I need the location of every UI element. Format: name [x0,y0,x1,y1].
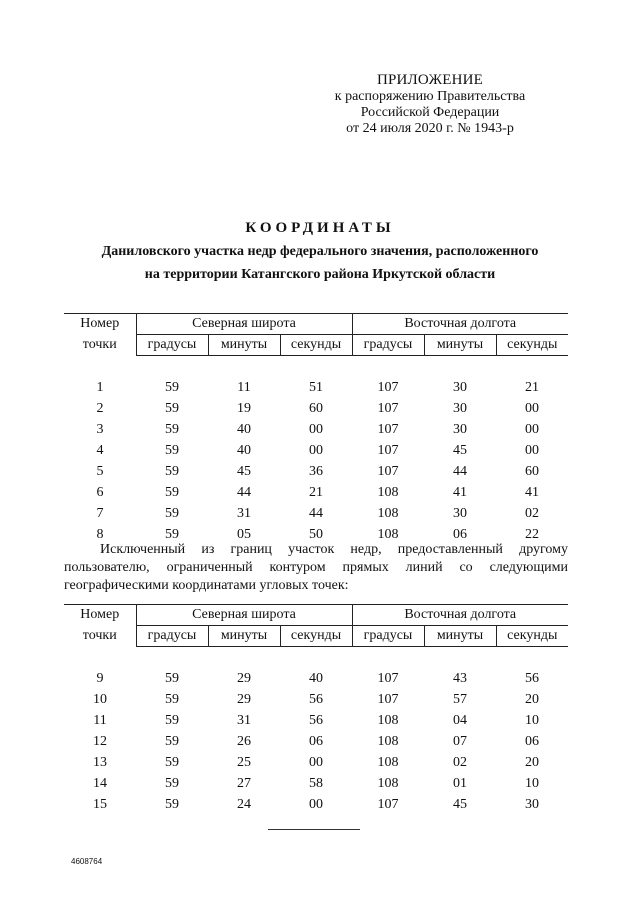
header-lon-degrees: градусы [352,626,424,647]
lat-seconds: 06 [309,733,323,749]
header-north-latitude: Северная широта [136,314,352,335]
lon-seconds: 10 [525,775,539,791]
lon-minutes: 45 [453,796,467,812]
lat-minutes: 05 [237,526,251,542]
lon-seconds: 02 [525,505,539,521]
point-number: 13 [93,754,107,770]
lon-minutes: 44 [453,463,467,479]
point-number: 8 [96,526,104,542]
lat-degrees: 59 [165,775,179,791]
lon-degrees: 108 [377,484,399,500]
lon-minutes: 06 [453,526,467,542]
lat-seconds: 40 [309,670,323,686]
point-number: 5 [96,463,104,479]
lat-seconds: 50 [309,526,323,542]
table-row [64,419,568,440]
lon-seconds: 21 [525,379,539,395]
table-row [64,731,568,752]
lat-degrees: 59 [165,670,179,686]
lat-seconds: 00 [309,442,323,458]
lon-degrees: 107 [377,691,399,707]
lon-degrees: 108 [377,526,399,542]
appendix-line-date: от 24 июля 2020 г. № 1943-р [346,121,514,136]
lat-minutes: 31 [237,712,251,728]
table-row [64,689,568,710]
lat-minutes: 44 [237,484,251,500]
lat-seconds: 21 [309,484,323,500]
appendix-header [300,72,560,137]
point-number: 12 [93,733,107,749]
table-row [64,440,568,461]
appendix-line-order: к распоряжению Правительства [334,89,526,104]
point-number: 10 [93,691,107,707]
header-lon-seconds: секунды [496,626,568,647]
header-point: точки [82,628,117,643]
lon-seconds: 00 [525,442,539,458]
point-number: 9 [96,670,104,686]
document-title [60,220,580,283]
lat-degrees: 59 [165,505,179,521]
lon-degrees: 107 [377,379,399,395]
lon-minutes: 41 [453,484,467,500]
header-lat-minutes: минуты [208,335,280,356]
point-number: 6 [96,484,104,500]
header-north-latitude: Северная широта [136,605,352,626]
header-lon-degrees: градусы [352,335,424,356]
lat-degrees: 59 [165,400,179,416]
document-number: 4608764 [71,857,103,866]
table-row [64,461,568,482]
coordinates-table-main [64,313,568,545]
lat-minutes: 40 [237,421,251,437]
header-lon-minutes: минуты [424,626,496,647]
lat-degrees: 59 [165,379,179,395]
point-number: 2 [96,400,104,416]
table-row [64,503,568,524]
point-number: 3 [96,421,104,437]
point-number: 4 [96,442,104,458]
header-east-longitude: Восточная долгота [352,605,568,626]
lat-degrees: 59 [165,691,179,707]
header-lon-minutes: минуты [424,335,496,356]
title-subtitle-2: на территории Катангского района Иркутской области [144,267,496,282]
lat-minutes: 25 [237,754,251,770]
lat-minutes: 40 [237,442,251,458]
coordinates-table-excluded [64,604,568,815]
lon-degrees: 107 [377,442,399,458]
lon-seconds: 20 [525,754,539,770]
table-row [64,710,568,731]
lat-degrees: 59 [165,526,179,542]
lat-minutes: 11 [237,379,251,395]
header-number: Номер [80,607,120,623]
lat-seconds: 00 [309,796,323,812]
lon-seconds: 30 [525,796,539,812]
lat-degrees: 59 [165,754,179,770]
lon-degrees: 107 [377,400,399,416]
lon-seconds: 20 [525,691,539,707]
lon-seconds: 60 [525,463,539,479]
lon-minutes: 30 [453,421,467,437]
lat-minutes: 29 [237,670,251,686]
header-lon-seconds: секунды [496,335,568,356]
header-lat-minutes: минуты [208,626,280,647]
lon-seconds: 06 [525,733,539,749]
lon-minutes: 07 [453,733,467,749]
lon-minutes: 02 [453,754,467,770]
lat-minutes: 26 [237,733,251,749]
lon-minutes: 01 [453,775,467,791]
lat-seconds: 60 [309,400,323,416]
lat-minutes: 27 [237,775,251,791]
table-row [64,794,568,815]
lon-degrees: 107 [377,796,399,812]
lon-degrees: 108 [377,505,399,521]
header-lat-seconds: секунды [280,335,352,356]
table-row [64,482,568,503]
lat-seconds: 00 [309,421,323,437]
header-east-longitude: Восточная долгота [352,314,568,335]
lat-degrees: 59 [165,484,179,500]
lon-degrees: 107 [377,463,399,479]
lon-degrees: 108 [377,733,399,749]
lon-seconds: 00 [525,421,539,437]
lon-minutes: 57 [453,691,467,707]
title-main: КООРДИНАТЫ [245,220,395,236]
point-number: 15 [93,796,107,812]
lat-seconds: 56 [309,691,323,707]
header-number: Номер [80,316,120,332]
lon-minutes: 04 [453,712,467,728]
lat-degrees: 59 [165,712,179,728]
table-row [64,377,568,398]
lon-degrees: 108 [377,712,399,728]
lat-degrees: 59 [165,442,179,458]
lat-seconds: 58 [309,775,323,791]
table-row [64,668,568,689]
lat-minutes: 19 [237,400,251,416]
lat-minutes: 31 [237,505,251,521]
lat-degrees: 59 [165,733,179,749]
header-point: точки [82,337,117,352]
table-row [64,773,568,794]
lat-seconds: 56 [309,712,323,728]
point-number: 1 [96,379,104,395]
lat-degrees: 59 [165,421,179,437]
lon-minutes: 43 [453,670,467,686]
header-lat-degrees: градусы [136,626,208,647]
lon-minutes: 30 [453,400,467,416]
lon-minutes: 45 [453,442,467,458]
lon-seconds: 10 [525,712,539,728]
header-lat-seconds: секунды [280,626,352,647]
lat-seconds: 36 [309,463,323,479]
lon-seconds: 22 [525,526,539,542]
point-number: 14 [93,775,107,791]
lat-degrees: 59 [165,463,179,479]
lat-degrees: 59 [165,796,179,812]
appendix-line-federation: Российской Федерации [360,105,500,120]
lon-degrees: 107 [377,421,399,437]
lat-minutes: 29 [237,691,251,707]
lon-seconds: 00 [525,400,539,416]
paragraph-text: Исключенный из границ участок недр, предоставленный другому пользователю, ограниченный контуром прямых линий со следующими географическими координатами угловых точек: [64,542,568,593]
signature-line [268,829,360,830]
table-row [64,752,568,773]
header-lat-degrees: градусы [136,335,208,356]
lat-seconds: 51 [309,379,323,395]
point-number: 7 [96,505,104,521]
lat-seconds: 44 [309,505,323,521]
lon-minutes: 30 [453,379,467,395]
lon-seconds: 41 [525,484,539,500]
lat-minutes: 45 [237,463,251,479]
lat-seconds: 00 [309,754,323,770]
lon-degrees: 107 [377,670,399,686]
lon-degrees: 108 [377,754,399,770]
appendix-label: ПРИЛОЖЕНИЕ [376,72,484,88]
lat-minutes: 24 [237,796,251,812]
excluded-area-paragraph [64,541,568,595]
lon-minutes: 30 [453,505,467,521]
lon-degrees: 108 [377,775,399,791]
lon-seconds: 56 [525,670,539,686]
point-number: 11 [93,712,107,728]
table-row [64,398,568,419]
title-subtitle-1: Даниловского участка недр федерального значения, расположенного [101,244,539,259]
